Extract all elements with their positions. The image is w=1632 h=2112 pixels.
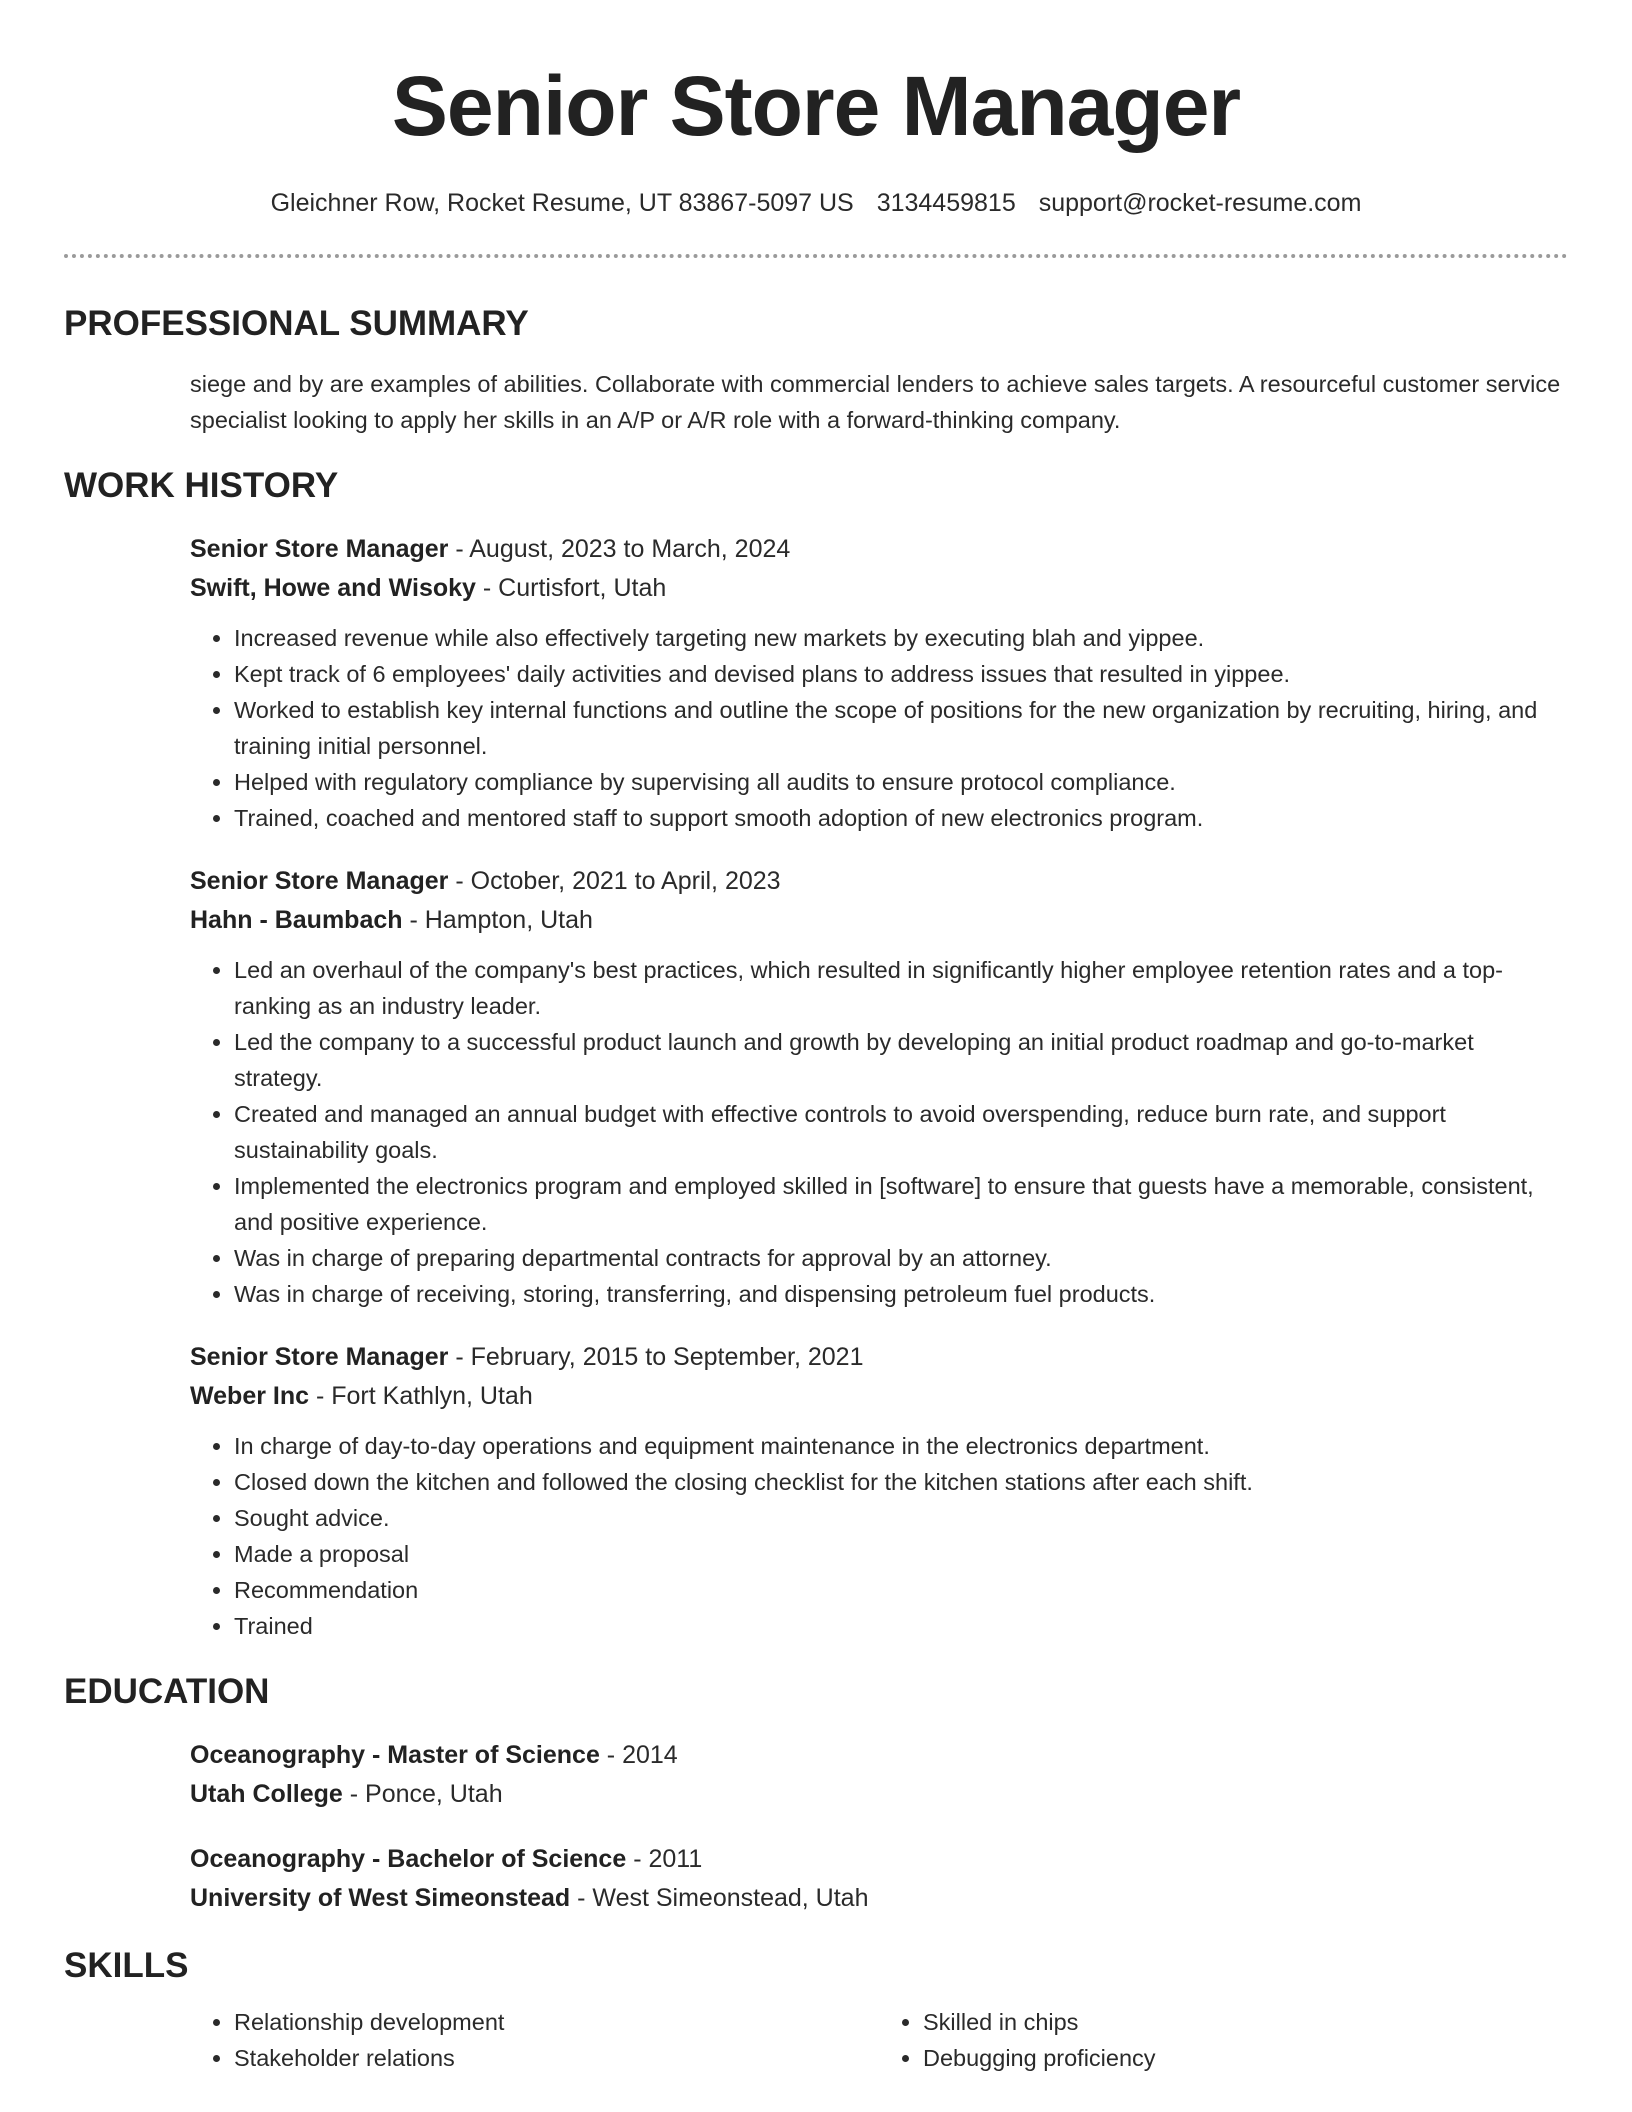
- job-dates: - August, 2023 to March, 2024: [448, 535, 791, 563]
- job-title-line: [190, 862, 1568, 901]
- job-company: Swift, Howe and Wisoky: [190, 574, 476, 602]
- job-location: - Hampton, Utah: [402, 906, 593, 934]
- degree-name: Oceanography - Master of Science: [190, 1741, 600, 1769]
- education-entry: [190, 1840, 1568, 1918]
- list-item: • Led an overhaul of the company's best practices, which resulted in significantly higher employee retention rates and a top-ranking as an industry leader.: [234, 952, 1568, 1024]
- list-item: • Made a proposal: [234, 1536, 1568, 1572]
- skill-item: • Relationship development: [234, 2004, 879, 2040]
- school-location: - West Simeonstead, Utah: [570, 1884, 869, 1912]
- school-name: Utah College: [190, 1780, 343, 1808]
- job-title-line: [190, 1338, 1568, 1377]
- job-role: Senior Store Manager: [190, 1343, 449, 1371]
- list-item: • Kept track of 6 employees' daily activities and devised plans to address issues that resulted in yippee.: [234, 656, 1568, 692]
- contact-phone: 3134459815: [876, 189, 1016, 217]
- job-location: - Curtisfort, Utah: [475, 574, 667, 602]
- list-item: • Led the company to a successful product launch and growth by developing an initial product roadmap and go-to-market strategy.: [234, 1024, 1568, 1096]
- list-item: • Was in charge of receiving, storing, transferring, and dispensing petroleum fuel products.: [234, 1276, 1568, 1312]
- section-title-education: EDUCATION: [64, 1672, 270, 1711]
- list-item: • Recommendation: [234, 1572, 1568, 1608]
- job-company-line: [190, 569, 1568, 608]
- school-location: - Ponce, Utah: [342, 1780, 503, 1808]
- school-name: University of West Simeonstead: [190, 1884, 571, 1912]
- list-item: • Was in charge of preparing departmental contracts for approval by an attorney.: [234, 1240, 1568, 1276]
- degree-year: - 2011: [626, 1845, 703, 1873]
- job-bullets: [190, 952, 1568, 1312]
- work-section: [64, 464, 1568, 1644]
- summary-text: siege and by are examples of abilities. Collaborate with commercial lenders to achieve sales targets. A resourceful customer service specialist looking to apply her skills in an A/P or A/R role with a forward-thinking company.: [190, 371, 1561, 433]
- list-item: • Trained: [234, 1608, 1568, 1644]
- job-entry: [190, 1338, 1568, 1644]
- school-line: [190, 1775, 1568, 1814]
- job-company-line: [190, 901, 1568, 940]
- skill-item: • Debugging proficiency: [923, 2040, 1568, 2076]
- list-item: • Sought advice.: [234, 1500, 1568, 1536]
- skills-right-column: [879, 2004, 1568, 2076]
- list-item: • In charge of day-to-day operations and equipment maintenance in the electronics department.: [234, 1428, 1568, 1464]
- list-item: • Worked to establish key internal functions and outline the scope of positions for the new organization by recruiting, hiring, and training initial personnel.: [234, 692, 1568, 764]
- section-title-skills: SKILLS: [64, 1946, 189, 1985]
- education-section: [64, 1670, 1568, 1918]
- job-company: Hahn - Baumbach: [190, 906, 403, 934]
- skills-columns: [190, 2004, 1568, 2076]
- job-dates: - February, 2015 to September, 2021: [448, 1343, 864, 1371]
- job-company: Weber Inc: [190, 1382, 310, 1410]
- skill-item: • Stakeholder relations: [234, 2040, 879, 2076]
- job-title-line: [190, 530, 1568, 569]
- job-bullets: [190, 620, 1568, 836]
- list-item: • Created and managed an annual budget with effective controls to avoid overspending, reduce burn rate, and support sustainability goals.: [234, 1096, 1568, 1168]
- contact-line: [64, 186, 1568, 220]
- job-role: Senior Store Manager: [190, 535, 449, 563]
- job-dates: - October, 2021 to April, 2023: [448, 867, 781, 895]
- list-item: • Trained, coached and mentored staff to support smooth adoption of new electronics program.: [234, 800, 1568, 836]
- job-location: - Fort Kathlyn, Utah: [309, 1382, 533, 1410]
- degree-name: Oceanography - Bachelor of Science: [190, 1845, 627, 1873]
- degree-line: [190, 1840, 1568, 1879]
- job-entry: [190, 862, 1568, 1312]
- skills-section: [64, 1944, 1568, 2076]
- list-item: • Increased revenue while also effectively targeting new markets by executing blah and yippee.: [234, 620, 1568, 656]
- section-title-summary: PROFESSIONAL SUMMARY: [64, 304, 529, 343]
- job-role: Senior Store Manager: [190, 867, 449, 895]
- skill-item: • Skilled in chips: [923, 2004, 1568, 2040]
- job-entry: [190, 530, 1568, 836]
- summary-section: [64, 302, 1568, 438]
- job-company-line: [190, 1377, 1568, 1416]
- list-item: • Implemented the electronics program and employed skilled in [software] to ensure that guests have a memorable, consistent, and positive experience.: [234, 1168, 1568, 1240]
- job-bullets: [190, 1428, 1568, 1644]
- section-title-work: WORK HISTORY: [64, 466, 339, 505]
- skills-left-column: [190, 2004, 879, 2076]
- education-entry: [190, 1736, 1568, 1814]
- list-item: • Closed down the kitchen and followed the closing checklist for the kitchen stations after each shift.: [234, 1464, 1568, 1500]
- contact-address: Gleichner Row, Rocket Resume, UT 83867-5097 US: [270, 189, 854, 217]
- resume-name: Senior Store Manager: [391, 59, 1241, 153]
- header-divider: [64, 254, 1568, 258]
- contact-email: support@rocket-resume.com: [1038, 189, 1362, 217]
- degree-line: [190, 1736, 1568, 1775]
- school-line: [190, 1879, 1568, 1918]
- list-item: • Helped with regulatory compliance by supervising all audits to ensure protocol compliance.: [234, 764, 1568, 800]
- degree-year: - 2014: [599, 1741, 678, 1769]
